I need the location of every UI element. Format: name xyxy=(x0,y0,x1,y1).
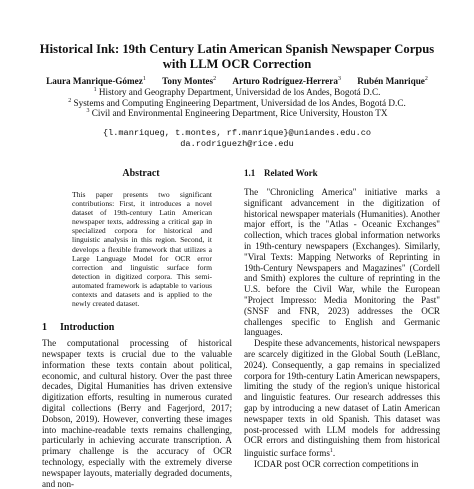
author-affiliation-mark: 1 xyxy=(142,75,146,82)
paper-title: Historical Ink: 19th Century Latin American Spanish Newspaper Corpus with LLM OCR Correction xyxy=(39,42,435,71)
left-column xyxy=(42,168,232,489)
email-line-2[interactable]: da.rodriguezh@rice.edu xyxy=(180,138,294,149)
author-affiliation-mark: 2 xyxy=(424,75,428,82)
author-2 xyxy=(162,76,216,86)
subsection-heading-related-work xyxy=(244,168,440,179)
author-name: Tony Montes xyxy=(162,76,214,86)
author-affiliation-mark: 3 xyxy=(337,75,341,82)
right-column xyxy=(244,168,440,470)
author-affiliation-mark: 2 xyxy=(213,75,217,82)
affiliation-text: History and Geography Department, Universidad de los Andes, Bogotá D.C. xyxy=(98,87,381,97)
affiliation-1 xyxy=(0,87,474,98)
footnote-mark[interactable]: 1 xyxy=(329,448,333,455)
sentence-end: . xyxy=(332,448,336,459)
affiliation-text: Civil and Environmental Engineering Department, Rice University, Houston TX xyxy=(91,108,388,119)
affiliation-mark: 2 xyxy=(68,97,72,104)
subsection-number: 1.1 xyxy=(244,168,256,178)
author-name: Laura Manrique-Gómez xyxy=(46,76,143,86)
author-name: Rubén Manrique xyxy=(357,76,425,86)
related-work-paragraph-1: The "Chronicling America" initiative marks a significant advancement in the digitization of historical newspaper materials (Humanities). Another major effort, is the "Atlas - Oceanic Exchanges" collection, which traces global information networks in 19th-century newspapers (Exchanges). Similarly, "Viral Texts: Mapping Networks of Reprinting in 19th-Century Newspapers and Magazines" (Cordell and Smith) explores the culture of reprinting in the U.S. before the Civil War, while the European "Project Impresso: Media Monitoring the Past" (SNSF and FNR, 2023) addresses the OCR challenges specific to English and Germanic languages. xyxy=(244,187,440,338)
related-work-paragraph-2 xyxy=(244,338,440,459)
subsection-title: Related Work xyxy=(264,168,318,178)
affiliation-mark: 3 xyxy=(86,108,90,115)
email-block xyxy=(0,128,474,149)
section-number: 1 xyxy=(42,322,47,334)
author-3 xyxy=(232,76,341,86)
affiliation-list xyxy=(0,87,474,119)
related-work-paragraph-2-text: Despite these advancements, historical newspapers are scarcely digitized in the Global South (LeBlanc, 2024). Consequently, a gap remains in specialized corpora for 19th-century Latin American newspapers, limiting the study of the region's unique historical and linguistic features. Our research addresses this gap by introducing a new dataset of Latin American newspaper texts in old Spanish. This dataset was post-processed with LLM models for addressing OCR errors and distinguishing them from historical linguistic surface forms xyxy=(244,338,440,459)
author-list xyxy=(0,76,474,87)
abstract-heading: Abstract xyxy=(122,168,160,179)
section-heading-introduction xyxy=(42,322,232,334)
author-1 xyxy=(46,76,146,86)
abstract-text: This paper presents two significant contributions: First, it introduces a novel dataset of 19th-century Latin American newspaper texts, addressing a critical gap in specialized corpora for historical and linguistic analysis in this region. Second, it develops a flexible framework that utilizes a Large Language Model for OCR error correction and linguistic surface form detection in digitized corpora. This semi-automated framework is adaptable to various contexts and datasets and is applied to the newly created dataset. xyxy=(72,190,212,309)
author-4 xyxy=(357,76,428,86)
affiliation-text: Systems and Computing Engineering Department, Universidad de los Andes, Bogotá D.C. xyxy=(73,97,406,108)
email-line-1[interactable]: {l.manriqueg, t.montes, rf.manrique}@uniandes.edu.co xyxy=(102,128,372,138)
introduction-paragraph: The computational processing of historical newspaper texts is crucial due to the valuable information these texts contain about political, economic, and cultural history. Over the past three decades, Digital Humanities has driven extensive digitization efforts, resulting in numerous curated digital collections (Berry and Fagerjord, 2017; Dobson, 2019). However, converting these images into machine-readable texts remains challenging, particularly in achieving accurate transcription. A primary challenge is the accuracy of OCR technology, especially with the extremely diverse newspaper layouts, materially degraded documents, and non- xyxy=(42,338,232,489)
section-title: Introduction xyxy=(60,322,115,334)
affiliation-2 xyxy=(0,98,474,109)
author-name: Arturo Rodríguez-Herrera xyxy=(232,76,338,86)
affiliation-mark: 1 xyxy=(93,86,97,93)
related-work-paragraph-3: ICDAR post OCR correction competitions in xyxy=(254,458,419,469)
affiliation-3 xyxy=(0,108,474,119)
